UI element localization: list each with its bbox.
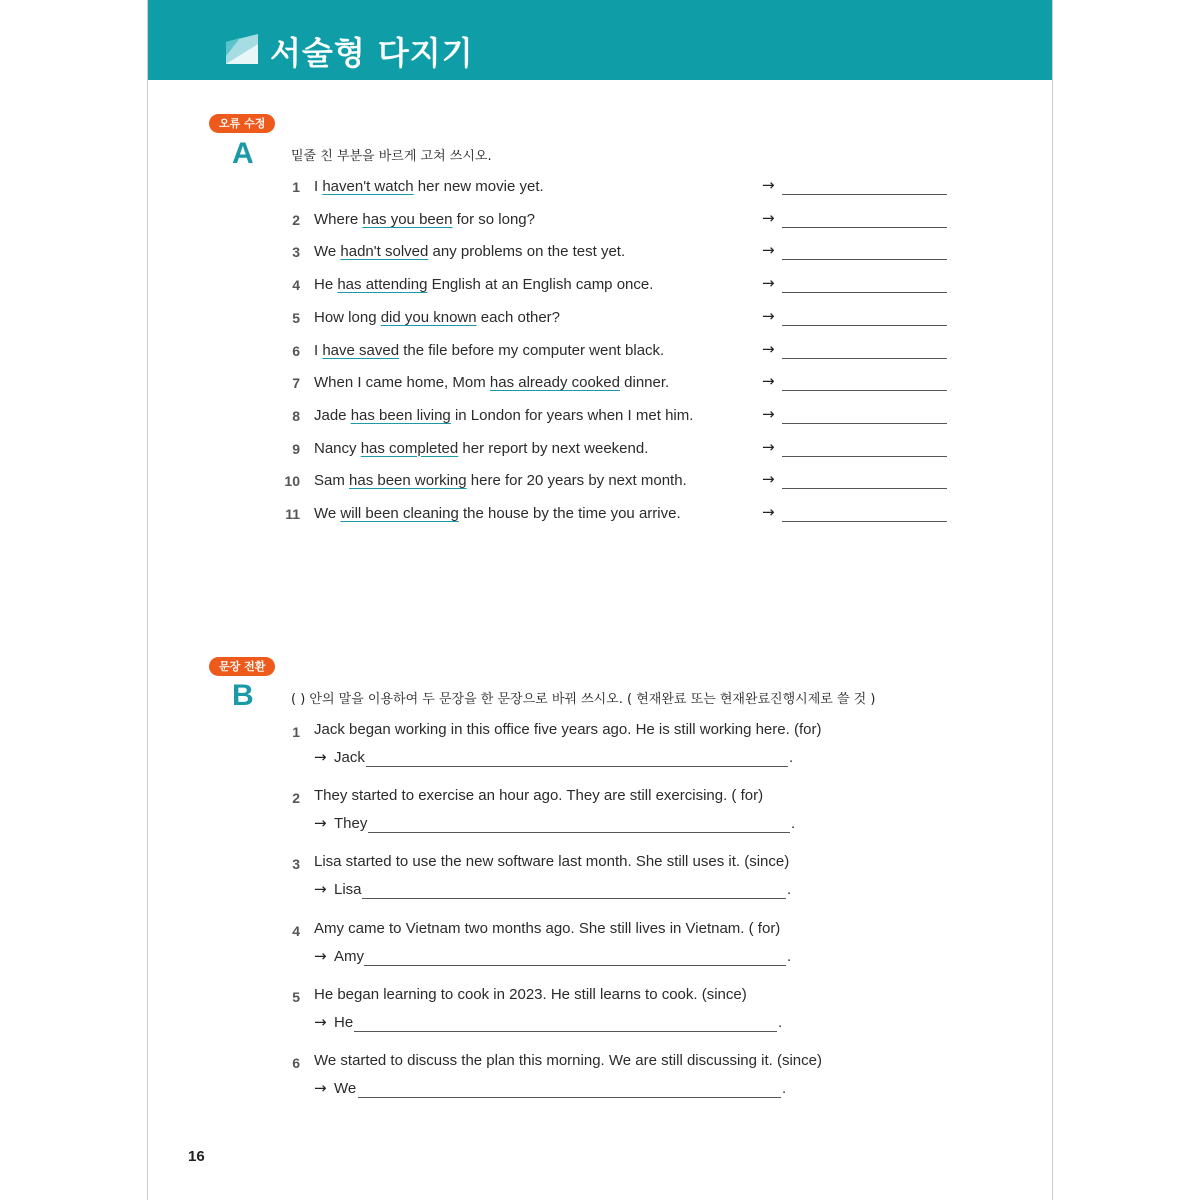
sentence-text: her report by next weekend. [458,439,649,457]
question-a-row [148,340,1052,364]
underlined-error: has been living [350,406,451,424]
question-number: 10 [284,473,300,490]
answer-period: . [782,1080,787,1097]
sentence-text: English at an English camp once. [427,276,654,294]
answer-arrow: → [762,503,775,521]
underlined-error: has attending [337,276,428,294]
answer-arrow: → [762,437,775,456]
underlined-error: has already cooked [489,374,620,392]
answer-arrow: → [314,1079,327,1097]
underlined-error: has completed [360,439,459,457]
sentence-text: I [314,178,323,195]
answer-blank[interactable] [366,766,788,767]
answer-blank[interactable] [782,390,947,391]
question-b-item [148,1052,1052,1112]
question-a-row [148,274,1052,298]
question-number: 2 [292,211,300,228]
answer-blank[interactable] [368,832,790,833]
question-a-row [148,470,1052,494]
answer-start-word: Amy [334,947,364,965]
answer-line [314,947,834,969]
sentence-text: the file before my computer went black. [399,341,665,359]
answer-period: . [791,815,796,833]
question-number: 3 [292,244,300,261]
section-a-badge: 오류 수정 [209,114,275,133]
answer-period: . [787,881,792,899]
section-a-letter: A [232,137,254,170]
question-a-row [148,372,1052,396]
question-b-item [148,986,1052,1046]
answer-arrow: → [762,306,775,325]
question-sentence [314,178,544,195]
question-number: 1 [292,724,300,740]
answer-arrow: → [762,274,775,293]
answer-start-word: He [334,1013,354,1031]
answer-arrow: → [314,946,327,965]
question-sentence [314,342,664,359]
question-sentence: Lisa started to use the new software last month. She still uses it. (since) [314,853,790,871]
question-a-row [148,209,1052,233]
answer-blank[interactable] [782,488,947,489]
sentence-text: Sam [314,472,350,490]
answer-blank[interactable] [354,1031,777,1032]
answer-line [314,1013,834,1035]
answer-arrow: → [762,208,775,227]
answer-blank[interactable] [782,227,947,228]
answer-blank[interactable] [782,259,947,260]
question-a-row [148,241,1052,265]
answer-period: . [787,947,792,965]
sentence-text: dinner. [620,374,670,392]
question-a-row [148,438,1052,462]
header-graphic-icon [226,34,258,64]
sentence-text: How long [314,308,381,326]
answer-blank[interactable] [782,521,947,522]
answer-blank[interactable] [782,456,947,457]
question-sentence: Jack began working in this office five years ago. He is still working here. (for) [314,721,822,738]
answer-blank[interactable] [782,358,947,359]
page-title: 서술형 다지기 [270,34,474,72]
question-sentence [314,440,648,457]
sentence-text: When I came home, Mom [314,374,490,392]
worksheet-page [147,0,1053,1200]
answer-arrow: → [762,176,775,194]
section-b-letter: B [232,679,254,712]
underlined-error: has you been [362,210,453,228]
sentence-text: Where [314,210,363,228]
question-sentence: We started to discuss the plan this morning. We are still discussing it. (since) [314,1052,822,1069]
sentence-text: for so long? [452,210,535,228]
question-number: 4 [292,277,300,294]
sentence-text: He [314,276,338,294]
answer-start-word: Lisa [334,881,362,899]
underlined-error: did you known [380,308,477,326]
question-sentence [314,211,535,228]
answer-arrow: → [762,470,775,489]
answer-blank[interactable] [364,965,786,966]
answer-line [314,880,834,902]
question-sentence [314,472,687,489]
sentence-text: each other? [476,308,561,326]
answer-start-word: They [334,815,368,833]
sentence-text: in London for years when I met him. [450,406,694,424]
answer-arrow: → [762,372,775,391]
answer-line [314,1079,834,1101]
question-sentence: Amy came to Vietnam two months ago. She still lives in Vietnam. ( for) [314,919,781,937]
question-sentence [314,243,625,260]
sentence-text: I [314,341,323,359]
answer-blank[interactable] [362,898,786,899]
answer-blank[interactable] [782,292,947,293]
question-b-item [148,721,1052,781]
section-b-instruction: ( ) 안의 말을 이용하여 두 문장을 한 문장으로 바꿔 쓰시오. ( 현재완료 또는 현재완료진행시제로 쓸 것 ) [291,692,876,707]
question-number: 5 [292,309,300,326]
question-number: 6 [292,1055,300,1071]
answer-blank[interactable] [782,325,947,326]
sentence-text: any problems on the test yet. [428,243,626,261]
question-a-row [148,176,1052,200]
answer-arrow: → [314,814,327,833]
question-number: 5 [292,988,300,1005]
answer-arrow: → [762,339,775,358]
question-b-item [148,853,1052,913]
answer-arrow: → [314,1012,327,1031]
sentence-text: We [314,243,341,261]
answer-start-word: Jack [334,749,365,766]
question-b-item [148,920,1052,980]
underlined-error: has been working [349,472,467,490]
question-number: 9 [292,440,300,457]
underlined-error: hadn't solved [340,243,429,261]
page-number: 16 [188,1148,205,1165]
sentence-text: Jade [314,406,351,424]
question-b-item [148,787,1052,847]
question-sentence: He began learning to cook in 2023. He still learns to cook. (since) [314,985,747,1003]
question-sentence [314,276,653,293]
underlined-error: have saved [322,341,400,359]
answer-start-word: We [334,1080,357,1097]
question-number: 8 [292,407,300,424]
answer-period: . [778,1013,783,1031]
question-number: 3 [292,856,300,873]
question-number: 6 [292,342,300,359]
question-number: 2 [292,790,300,807]
sentence-text: We [314,505,341,522]
page-header [148,0,1052,80]
question-number: 11 [285,506,300,522]
answer-arrow: → [762,241,775,260]
sentence-text: Nancy [314,439,361,457]
question-a-row [148,503,1052,527]
answer-blank[interactable] [782,194,947,195]
answer-arrow: → [314,880,327,899]
question-sentence [314,374,669,391]
answer-arrow: → [762,404,775,423]
question-sentence [314,309,560,326]
answer-arrow: → [314,748,327,766]
question-a-row [148,405,1052,429]
question-number: 1 [292,179,300,195]
answer-blank[interactable] [782,423,947,424]
sentence-text: her new movie yet. [413,178,544,195]
section-b-badge: 문장 전환 [209,657,275,676]
question-number: 4 [292,922,300,939]
question-a-row [148,307,1052,331]
underlined-error: will been cleaning [340,505,459,522]
question-sentence [314,407,693,424]
question-number: 7 [292,375,300,392]
question-sentence: They started to exercise an hour ago. They are still exercising. ( for) [314,787,764,805]
section-a-instruction: 밑줄 친 부분을 바르게 고쳐 쓰시오. [291,149,492,164]
sentence-text: here for 20 years by next month. [466,472,687,490]
answer-line [314,814,834,836]
answer-period: . [789,749,794,766]
question-sentence [314,505,681,522]
answer-line [314,748,834,770]
sentence-text: the house by the time you arrive. [458,505,681,522]
answer-blank[interactable] [358,1097,781,1098]
underlined-error: haven't watch [322,178,414,195]
